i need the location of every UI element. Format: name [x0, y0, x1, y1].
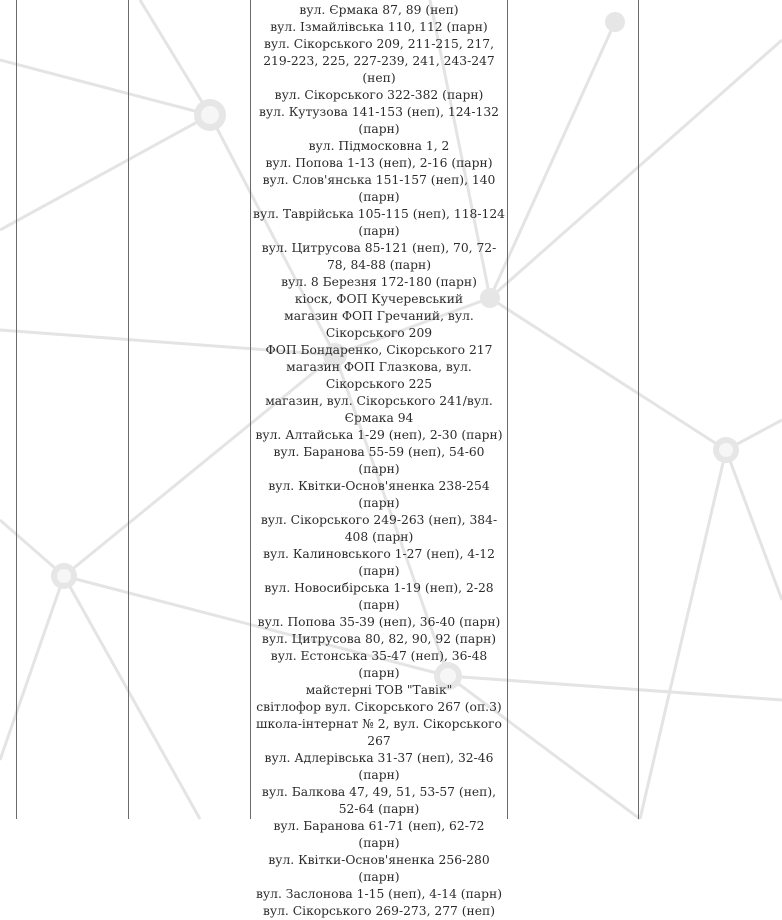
address-item: вул. Сікорського 269-273, 277 (неп): [262, 904, 496, 918]
address-item: вул. Калиновського 1-27 (неп), 4-12 (парн): [263, 547, 495, 578]
address-item: вул. Баранова 55-59 (неп), 54-60 (парн): [273, 445, 485, 476]
address-item: майстерні ТОВ "Тавік": [305, 683, 453, 697]
address-item: вул. Попова 35-39 (неп), 36-40 (парн): [257, 615, 501, 629]
address-item: вул. Таврійська 105-115 (неп), 118-124 (парн): [253, 207, 505, 238]
table-cell-addresses: [250, 0, 507, 918]
address-item: вул. Алтайська 1-29 (неп), 2-30 (парн): [255, 428, 503, 442]
table-cell-column-4: [507, 0, 638, 819]
address-item: вул. Новосибірська 1-19 (неп), 2-28 (парн): [264, 581, 494, 612]
address-item: вул. Сікорського 249-263 (неп), 384-408 (парн): [260, 513, 498, 544]
address-list: [251, 2, 507, 920]
address-item: вул. Сікорського 322-382 (парн): [274, 88, 484, 102]
address-item: кіоск, ФОП Кучеревський: [294, 292, 464, 306]
address-item: вул. Цитрусова 80, 82, 90, 92 (парн): [261, 632, 497, 646]
address-item: вул. Кутузова 141-153 (неп), 124-132 (парн): [258, 105, 500, 136]
table-cell-column-2: [128, 0, 250, 819]
address-item: вул. Підмосковна 1, 2: [308, 139, 450, 153]
address-item: магазин, вул. Сікорського 241/вул. Єрмака 94: [265, 394, 493, 425]
table-cell-column-1: [16, 0, 128, 819]
address-item: магазин ФОП Гречаний, вул. Сікорського 209: [284, 309, 474, 340]
address-item: вул. Естонська 35-47 (неп), 36-48 (парн): [270, 649, 488, 680]
address-item: вул. Балкова 47, 49, 51, 53-57 (неп), 52-64 (парн): [261, 785, 497, 816]
address-item: вул. Слов'янська 151-157 (неп), 140 (парн): [262, 173, 496, 204]
address-item: вул. Цитрусова 85-121 (неп), 70, 72-78, 84-88 (парн): [261, 241, 497, 272]
address-item: вул. Баранова 61-71 (неп), 62-72 (парн): [273, 819, 485, 850]
address-item: вул. Ізмайлівська 110, 112 (парн): [270, 20, 488, 34]
table-cell-column-5: [638, 0, 782, 819]
address-item: світлофор вул. Сікорського 267 (оп.3): [256, 700, 502, 714]
address-item: вул. Заслонова 1-15 (неп), 4-14 (парн): [256, 887, 502, 901]
address-item: вул. Єрмака 87, 89 (неп): [299, 3, 459, 17]
address-item: вул. Попова 1-13 (неп), 2-16 (парн): [265, 156, 493, 170]
address-item: вул. 8 Березня 172-180 (парн): [281, 275, 477, 289]
address-item: вул. Квітки-Основ'яненка 238-254 (парн): [268, 479, 490, 510]
address-item: вул. Сікорського 209, 211-215, 217, 219-223, 225, 227-239, 241, 243-247 (неп): [263, 37, 495, 85]
address-item: магазин ФОП Глазкова, вул. Сікорського 225: [286, 360, 472, 391]
address-item: ФОП Бондаренко, Сікорського 217: [265, 343, 493, 357]
address-item: школа-інтернат № 2, вул. Сікорського 267: [256, 717, 502, 748]
address-item: вул. Адлерівська 31-37 (неп), 32-46 (парн): [264, 751, 494, 782]
address-item: вул. Квітки-Основ'яненка 256-280 (парн): [268, 853, 490, 884]
